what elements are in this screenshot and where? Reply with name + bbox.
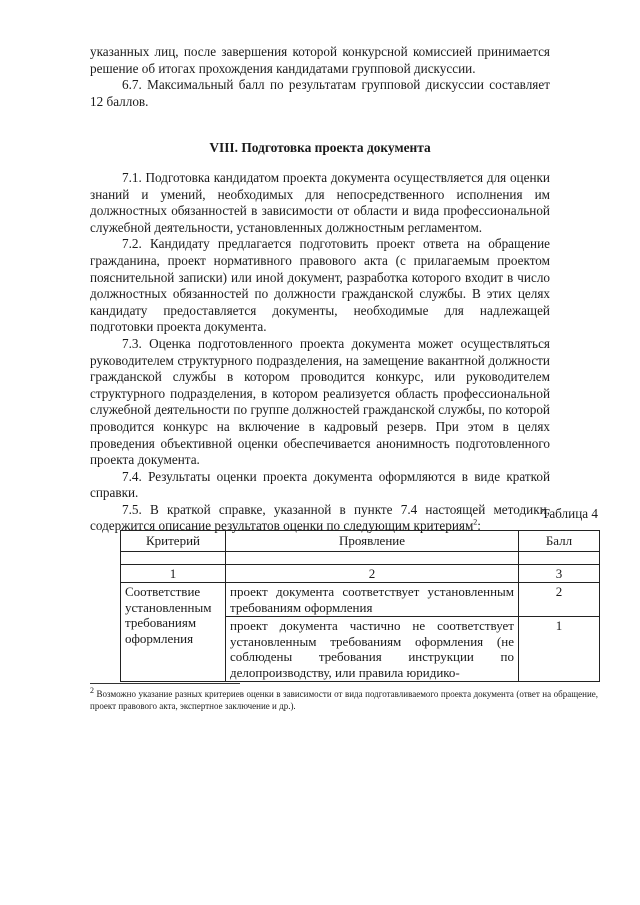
paragraph-7-2: 7.2. Кандидату предлагается подготовить проект ответа на обращение гражданина, проект нормативного правового акта (с прилагаемым проектом пояснительной записки) или иной документ, разработка которого входит в число должностных обязанностей по должности гражданской службы. В этих целях кандидату предоставляется документы, необходимые для надлежащей подготовки проекта документа. xyxy=(90,236,550,335)
section-heading: VIII. Подготовка проекта документа xyxy=(209,140,431,155)
header-score: Балл xyxy=(519,531,600,552)
paragraph-7-3: 7.3. Оценка подготовленного проекта документа может осуществляться руководителем структурного подразделения, на замещение вакантной должности гражданской службы в котором проводится конкурс, или руководителем структурного подразделения, в котором реализуется область профессиональной служебной деятельности по группе должностей гражданской службы, по которой проводится конкурс на включение в кадровый резерв. При этом в целях проведения объективной оценки обеспечивается анонимность подготовленного проекта документа. xyxy=(90,335,550,468)
paragraph-7-1: 7.1. Подготовка кандидатом проекта документа осуществляется для оценки знаний и умений, необходимых для непосредственного исполнения им должностных обязанностей в зависимости от области и вида профессиональной служебной деятельности, установленных должностным регламентом. xyxy=(90,170,550,235)
column-number: 3 xyxy=(519,564,600,583)
footnote xyxy=(90,688,598,712)
table-header-row xyxy=(121,531,600,552)
paragraph-7-5-end: : xyxy=(477,518,481,534)
score-cell: 1 xyxy=(519,617,600,682)
column-number: 1 xyxy=(121,564,226,583)
paragraph-7-5-text: 7.5. В краткой справке, указанной в пункте 7.4 настоящей методики, содержится описание результатов оценки по следующим критериям xyxy=(90,501,550,534)
footnote-text: Возможно указание разных критериев оценки в зависимости от вида подготавливаемого проекта документа (ответ на обращение, проект правового акта, экспертное заключение и др.). xyxy=(90,689,598,711)
header-manifestation: Проявление xyxy=(226,531,519,552)
column-number-row xyxy=(121,564,600,583)
footnote-reference: 2 xyxy=(473,518,478,528)
table-row xyxy=(121,583,600,617)
header-criterion: Критерий xyxy=(121,531,226,552)
paragraph-7-4: 7.4. Результаты оценки проекта документа оформляются в виде краткой справки. xyxy=(90,468,550,501)
criteria-table xyxy=(120,530,600,682)
manifestation-cell: проект документа частично не соответствует установленным требованиям оформления (не соблюдены требования инструкции по делопроизводству, или правила юридико- xyxy=(226,617,519,682)
footnote-mark: 2 xyxy=(90,686,94,695)
section-body xyxy=(90,170,550,535)
score-cell: 2 xyxy=(519,583,600,617)
paragraph-continuation: указанных лиц, после завершения которой конкурсной комиссией принимается решение об итогах прохождения кандидатами групповой дискуссии. xyxy=(90,44,550,76)
paragraph-6-7: 6.7. Максимальный балл по результатам групповой дискуссии составляет 12 баллов. xyxy=(90,77,550,109)
table-gap-row xyxy=(121,551,600,564)
section-heading-wrap xyxy=(90,140,550,157)
table-caption: Таблица 4 xyxy=(541,506,598,521)
footnote-separator xyxy=(90,683,240,684)
criterion-cell: Соответствие установленным требованиям оформления xyxy=(121,583,226,682)
column-number: 2 xyxy=(226,564,519,583)
manifestation-cell: проект документа соответствует установленным требованиям оформления xyxy=(226,583,519,617)
body-text xyxy=(90,44,550,110)
